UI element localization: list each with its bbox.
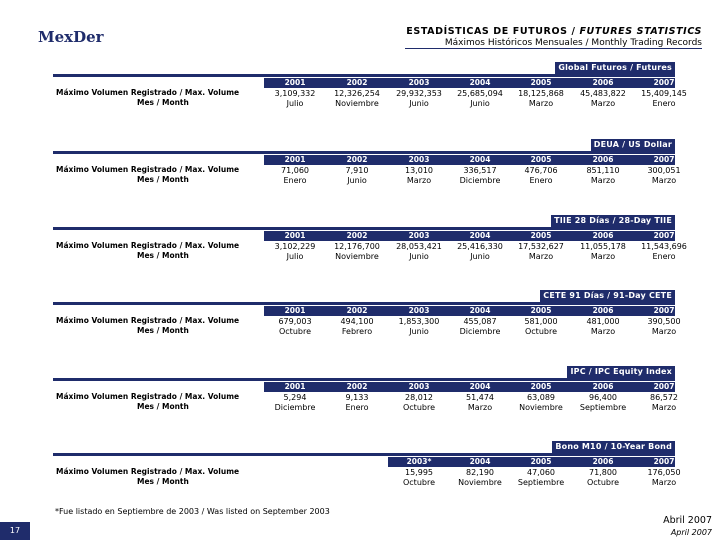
section-title: IPC / IPC Equity Index <box>567 366 675 378</box>
month-value: Marzo <box>590 176 616 185</box>
row-label-volume: Máximo Volumen Registrado / Max. Volume <box>56 316 240 325</box>
volume-value: 45,483,822 <box>580 89 626 98</box>
year-label: 2005 <box>530 78 552 87</box>
year-column <box>328 306 386 337</box>
volume-value: 51,474 <box>466 393 494 402</box>
year-column <box>390 78 448 109</box>
month-value: Septiembre <box>579 403 627 412</box>
month-value: Marzo <box>651 176 677 185</box>
year-label: 2007 <box>653 382 675 391</box>
volume-value: 12,176,700 <box>334 242 380 251</box>
year-column <box>512 457 570 488</box>
year-column <box>512 155 570 186</box>
section-bar <box>53 227 675 230</box>
volume-value: 336,517 <box>463 166 497 175</box>
month-value: Octubre <box>402 403 435 412</box>
year-label: 2002 <box>346 382 368 391</box>
year-label: 2005 <box>530 457 552 466</box>
volume-value: 176,050 <box>647 468 681 477</box>
stats-section <box>53 441 681 513</box>
month-value: Noviembre <box>458 478 502 487</box>
date-es: Abril 2007 <box>663 515 712 526</box>
row-label-volume: Máximo Volumen Registrado / Max. Volume <box>56 88 240 97</box>
month-value: Marzo <box>467 403 493 412</box>
section-bar <box>53 378 675 381</box>
year-column <box>390 457 448 488</box>
month-value: Febrero <box>341 327 373 336</box>
header-divider <box>405 48 702 49</box>
volume-value: 7,910 <box>345 166 369 175</box>
stats-section <box>53 215 687 287</box>
year-column <box>512 231 570 262</box>
month-value: Enero <box>529 176 553 185</box>
year-label: 2007 <box>653 155 675 164</box>
section-bar <box>53 302 675 305</box>
year-label: 2007 <box>653 78 675 87</box>
year-column <box>451 382 509 413</box>
year-column <box>390 155 448 186</box>
year-column <box>266 155 324 186</box>
row-label-volume: Máximo Volumen Registrado / Max. Volume <box>56 165 240 174</box>
year-label: 2002 <box>346 306 368 315</box>
section-bar <box>53 74 675 77</box>
volume-value: 300,051 <box>647 166 681 175</box>
year-label: 2005 <box>530 306 552 315</box>
year-column <box>512 382 570 413</box>
month-value: Julio <box>286 99 304 108</box>
year-label: 2001 <box>284 78 306 87</box>
stats-section <box>53 62 687 134</box>
volume-value: 28,012 <box>405 393 433 402</box>
page-subtitle: Máximos Históricos Mensuales / Monthly Trading Records <box>444 38 702 48</box>
year-column <box>451 231 509 262</box>
stats-section <box>53 139 681 211</box>
month-value: Marzo <box>651 478 677 487</box>
year-label: 2004 <box>469 306 491 315</box>
year-column <box>574 457 632 488</box>
volume-value: 1,853,300 <box>398 317 440 326</box>
month-value: Octubre <box>586 478 619 487</box>
month-value: Junio <box>409 99 429 108</box>
year-column <box>451 155 509 186</box>
year-label: 2004 <box>469 155 491 164</box>
year-label: 2002 <box>346 78 368 87</box>
row-label-volume: Máximo Volumen Registrado / Max. Volume <box>56 392 240 401</box>
year-label: 2003 <box>408 306 430 315</box>
section-title: DEUA / US Dollar <box>591 139 675 151</box>
volume-value: 476,706 <box>524 166 558 175</box>
year-column <box>451 78 509 109</box>
year-label: 2004 <box>469 382 491 391</box>
year-label: 2006 <box>592 155 614 164</box>
year-column <box>451 457 509 488</box>
month-value: Enero <box>652 252 676 261</box>
volume-value: 851,110 <box>586 166 620 175</box>
month-value: Octubre <box>278 327 311 336</box>
year-column <box>635 382 693 413</box>
month-value: Octubre <box>402 478 435 487</box>
volume-value: 17,532,627 <box>518 242 564 251</box>
volume-value: 15,995 <box>405 468 433 477</box>
month-value: Marzo <box>528 252 554 261</box>
mexder-logo <box>38 22 104 48</box>
volume-value: 86,572 <box>650 393 678 402</box>
year-column <box>390 306 448 337</box>
year-label: 2001 <box>284 231 306 240</box>
records-table <box>53 78 687 116</box>
year-column <box>635 306 693 337</box>
year-label: 2006 <box>592 231 614 240</box>
volume-value: 18,125,868 <box>518 89 564 98</box>
year-column <box>390 382 448 413</box>
year-column <box>574 78 632 109</box>
volume-value: 9,133 <box>345 393 369 402</box>
month-value: Marzo <box>590 252 616 261</box>
month-value: Octubre <box>524 327 557 336</box>
year-column <box>574 382 632 413</box>
year-label: 2003 <box>408 78 430 87</box>
year-label: 2003 <box>408 231 430 240</box>
volume-value: 11,055,178 <box>580 242 626 251</box>
month-value: Diciembre <box>459 327 501 336</box>
section-title: TIIE 28 Días / 28-Day TIIE <box>551 215 675 227</box>
year-label: 2005 <box>530 155 552 164</box>
page-title <box>406 26 702 37</box>
month-value: Noviembre <box>335 252 379 261</box>
title-es: ESTADÍSTICAS DE FUTUROS / <box>406 26 580 37</box>
volume-value: 481,000 <box>586 317 620 326</box>
volume-value: 47,060 <box>527 468 555 477</box>
row-label-month: Mes / Month <box>137 98 189 107</box>
year-column <box>328 231 386 262</box>
month-value: Junio <box>470 99 490 108</box>
volume-value: 679,003 <box>278 317 312 326</box>
volume-value: 3,102,229 <box>274 242 316 251</box>
year-column <box>451 306 509 337</box>
section-bar <box>53 151 675 154</box>
records-table <box>53 382 678 420</box>
year-column <box>328 155 386 186</box>
volume-value: 11,543,696 <box>641 242 687 251</box>
volume-value: 28,053,421 <box>396 242 442 251</box>
page-number: 17 <box>0 522 30 540</box>
year-column <box>266 382 324 413</box>
year-column <box>266 231 324 262</box>
year-label: 2004 <box>469 457 491 466</box>
volume-value: 29,932,353 <box>396 89 442 98</box>
year-column <box>635 155 693 186</box>
month-value: Noviembre <box>335 99 379 108</box>
volume-value: 63,089 <box>527 393 555 402</box>
month-value: Diciembre <box>274 403 316 412</box>
records-table <box>53 231 687 269</box>
year-label: 2003* <box>406 457 432 466</box>
row-label-month: Mes / Month <box>137 326 189 335</box>
year-label: 2001 <box>284 306 306 315</box>
volume-value: 71,800 <box>589 468 617 477</box>
month-value: Enero <box>652 99 676 108</box>
month-value: Marzo <box>590 327 616 336</box>
volume-value: 82,190 <box>466 468 494 477</box>
volume-value: 494,100 <box>340 317 374 326</box>
row-label-volume: Máximo Volumen Registrado / Max. Volume <box>56 241 240 250</box>
row-label-volume: Máximo Volumen Registrado / Max. Volume <box>56 467 240 476</box>
volume-value: 15,409,145 <box>641 89 687 98</box>
year-label: 2006 <box>592 457 614 466</box>
year-label: 2007 <box>653 306 675 315</box>
row-label-month: Mes / Month <box>137 477 189 486</box>
year-label: 2002 <box>346 231 368 240</box>
year-column <box>512 306 570 337</box>
records-table <box>53 457 681 495</box>
section-title: Bono M10 / 10-Year Bond <box>552 441 675 453</box>
month-value: Noviembre <box>519 403 563 412</box>
year-column <box>635 457 693 488</box>
year-column <box>574 306 632 337</box>
year-column <box>635 78 693 109</box>
month-value: Junio <box>409 252 429 261</box>
stats-section <box>53 366 678 438</box>
title-en: FUTURES STATISTICS <box>579 26 702 37</box>
year-column <box>328 382 386 413</box>
year-label: 2004 <box>469 78 491 87</box>
year-label: 2003 <box>408 382 430 391</box>
year-label: 2006 <box>592 78 614 87</box>
footnote: *Fue listado en Septiembre de 2003 / Was listed on September 2003 <box>55 507 330 516</box>
year-label: 2006 <box>592 306 614 315</box>
year-column <box>266 78 324 109</box>
year-column <box>390 231 448 262</box>
row-label-month: Mes / Month <box>137 402 189 411</box>
section-title: CETE 91 Días / 91-Day CETE <box>540 290 675 302</box>
month-value: Enero <box>283 176 307 185</box>
year-label: 2001 <box>284 382 306 391</box>
volume-value: 455,087 <box>463 317 497 326</box>
row-label-month: Mes / Month <box>137 251 189 260</box>
year-label: 2004 <box>469 231 491 240</box>
year-column <box>574 155 632 186</box>
year-column <box>574 231 632 262</box>
volume-value: 390,500 <box>647 317 681 326</box>
month-value: Julio <box>286 252 304 261</box>
year-label: 2001 <box>284 155 306 164</box>
volume-value: 71,060 <box>281 166 309 175</box>
date-en: April 2007 <box>670 528 712 537</box>
year-column <box>635 231 693 262</box>
volume-value: 3,109,332 <box>274 89 316 98</box>
records-table <box>53 306 681 344</box>
volume-value: 25,685,094 <box>457 89 503 98</box>
month-value: Enero <box>345 403 369 412</box>
month-value: Junio <box>470 252 490 261</box>
month-value: Septiembre <box>517 478 565 487</box>
month-value: Junio <box>347 176 367 185</box>
month-value: Junio <box>409 327 429 336</box>
year-label: 2002 <box>346 155 368 164</box>
month-value: Marzo <box>528 99 554 108</box>
volume-value: 96,400 <box>589 393 617 402</box>
month-value: Marzo <box>651 403 677 412</box>
month-value: Marzo <box>590 99 616 108</box>
row-label-month: Mes / Month <box>137 175 189 184</box>
year-label: 2005 <box>530 382 552 391</box>
year-column <box>512 78 570 109</box>
month-value: Diciembre <box>459 176 501 185</box>
month-value: Marzo <box>406 176 432 185</box>
year-column <box>266 306 324 337</box>
year-column <box>328 78 386 109</box>
section-title: Global Futuros / Futures <box>555 62 675 74</box>
year-label: 2007 <box>653 457 675 466</box>
year-label: 2003 <box>408 155 430 164</box>
year-label: 2006 <box>592 382 614 391</box>
month-value: Marzo <box>651 327 677 336</box>
section-bar <box>53 453 675 456</box>
volume-value: 12,326,254 <box>334 89 380 98</box>
logo-text: MexDer <box>38 28 104 46</box>
volume-value: 5,294 <box>283 393 307 402</box>
volume-value: 25,416,330 <box>457 242 503 251</box>
volume-value: 13,010 <box>405 166 433 175</box>
year-label: 2007 <box>653 231 675 240</box>
volume-value: 581,000 <box>524 317 558 326</box>
stats-section <box>53 290 681 362</box>
records-table <box>53 155 681 193</box>
year-label: 2005 <box>530 231 552 240</box>
